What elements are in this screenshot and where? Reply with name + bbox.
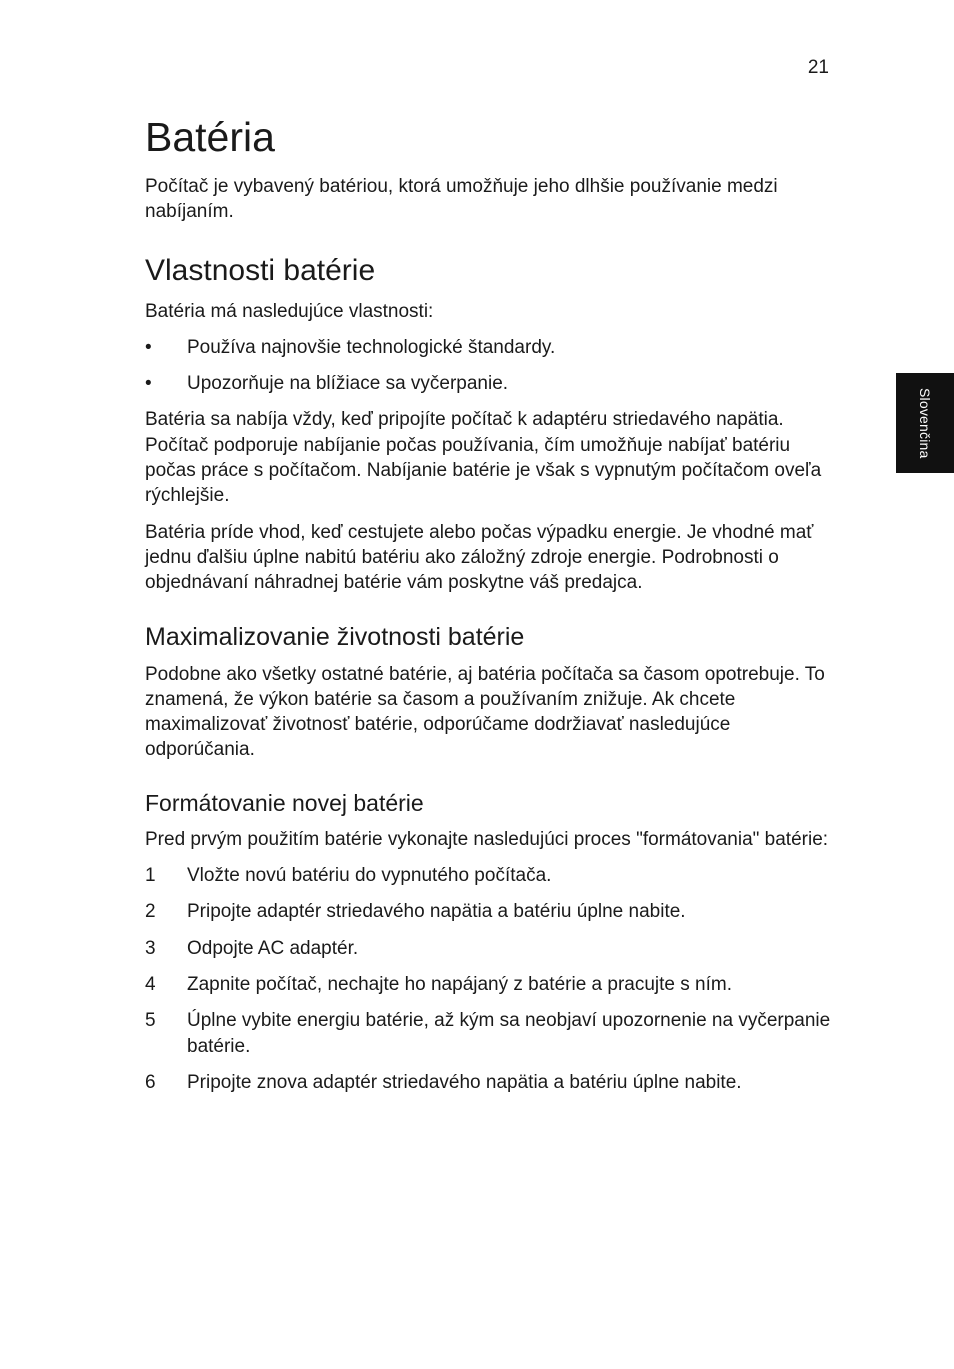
list-item: • Používa najnovšie technologické štandardy. [145, 335, 835, 360]
step-number: 5 [145, 1010, 156, 1032]
properties-lead: Batéria má nasledujúce vlastnosti: [145, 300, 434, 322]
step-number: 3 [145, 937, 156, 959]
travel-paragraph: Batéria príde vhod, keď cestujete alebo počas výpadku energie. Je vhodné mať jednu ďalšiu úplne nabitú batériu ako záložný zdroje energie. Podrobnosti o objednávaní náhradnej batérie vám poskytne váš predajca. [145, 521, 814, 594]
step-text: Odpojte AC adaptér. [187, 937, 359, 959]
step-text: Úplne vybite energiu batérie, až kým sa neobjaví upozornenie na vyčerpanie batérie. [187, 1010, 831, 1057]
step-text: Vložte novú batériu do vypnutého počítača. [187, 865, 552, 887]
charging-paragraph: Batéria sa nabíja vždy, keď pripojíte počítač k adaptéru striedavého napätia. Počítač podporuje nabíjanie počas používania, čím umožňuje nabíjať batériu počas práce s počítačom. Nabíjanie batérie je však s vypnutým počítačom oveľa rýchlejšie. [145, 409, 822, 507]
step-number: 2 [145, 901, 156, 923]
properties-list [145, 335, 835, 397]
maximize-paragraph: Podobne ako všetky ostatné batérie, aj batéria počítača sa časom opotrebuje. To znamená, že výkon batérie sa časom a používaním znižuje. Ak chcete maximalizovať životnosť batérie, odporúčame dodržiavať nasledujúce odporúčania. [145, 663, 825, 761]
section-heading-formatting: Formátovanie novej batérie [145, 789, 424, 816]
list-item: • Upozorňuje na blížiace sa vyčerpanie. [145, 371, 835, 396]
step-number: 4 [145, 973, 156, 995]
step-text: Pripojte znova adaptér striedavého napätia a batériu úplne nabite. [187, 1071, 742, 1093]
step-number: 6 [145, 1071, 156, 1093]
language-side-tab-label: Slovenčina [917, 387, 933, 459]
step-text: Pripojte adaptér striedavého napätia a batériu úplne nabite. [187, 901, 686, 923]
page-number: 21 [807, 57, 829, 78]
list-item [145, 1070, 835, 1095]
formatting-steps-list [145, 863, 835, 1095]
list-item [145, 863, 835, 888]
language-side-tab [896, 373, 954, 473]
section-heading-properties: Vlastnosti batérie [145, 253, 376, 287]
formatting-lead: Pred prvým použitím batérie vykonajte nasledujúci proces "formátovania" batérie: [145, 828, 829, 850]
step-text: Zapnite počítač, nechajte ho napájaný z batérie a pracujte s ním. [187, 973, 732, 995]
section-heading-maximize: Maximalizovanie životnosti batérie [145, 622, 525, 651]
intro-paragraph: Počítač je vybavený batériou, ktorá umožňuje jeho dlhšie používanie medzi nabíjaním. [145, 176, 778, 223]
list-item [145, 972, 835, 997]
list-item [145, 936, 835, 961]
page-title: Batéria [145, 114, 275, 160]
list-item [145, 899, 835, 924]
document-body [145, 110, 835, 1106]
list-item [145, 1008, 835, 1059]
step-number: 1 [145, 865, 156, 887]
